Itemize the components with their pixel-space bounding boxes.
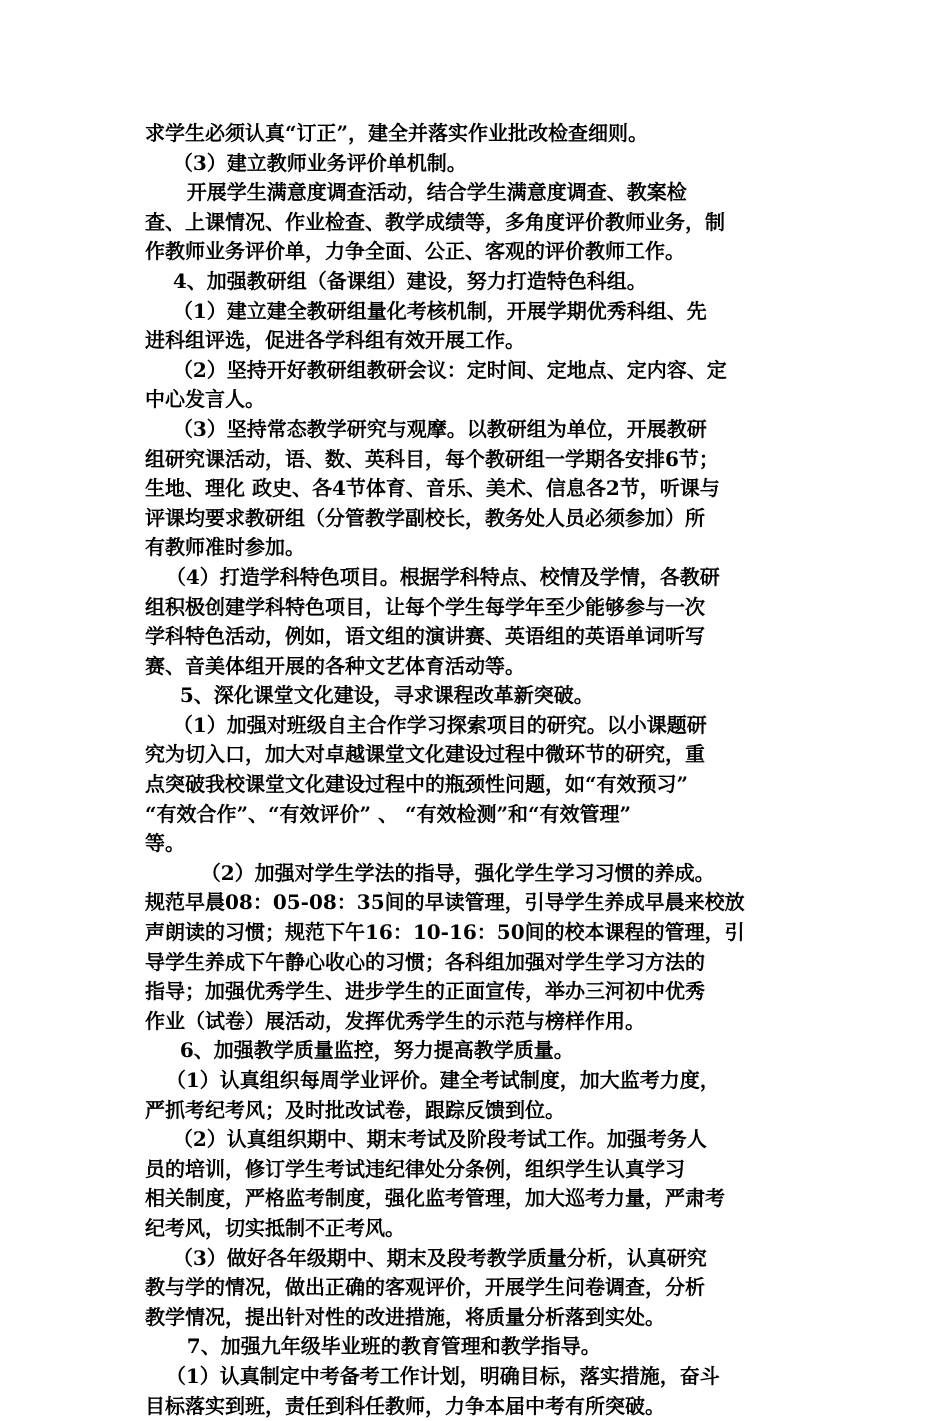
text-line: 求学生必须认真“订正”，建全并落实作业批改检查细则。 xyxy=(145,121,649,145)
text-line: （1）加强对班级自主合作学习探索项目的研究。以小课题研 xyxy=(145,712,707,737)
text-line: （3）建立教师业务评价单机制。 xyxy=(145,150,467,175)
text-line: 点突破我校课堂文化建设过程中的瓶颈性问题，如“有效预习” xyxy=(145,772,689,797)
text-line: 有教师准时参加。 xyxy=(145,535,305,560)
text-line: 组积极创建学科特色项目，让每个学生每学年至少能够参与一次 xyxy=(145,594,705,619)
text-line: （1）建立建全教研组量化考核机制，开展学期优秀科组、先 xyxy=(145,298,707,323)
section-heading: 7、加强九年级毕业班的教育管理和教学指导。 xyxy=(145,1334,601,1359)
text-line: （2）坚持开好教研组教研会议：定时间、定地点、定内容、定 xyxy=(145,357,727,382)
text-line: 严抓考纪考风；及时批改试卷，跟踪反馈到位。 xyxy=(145,1097,565,1122)
text-line: 目标落实到班，责任到科任教师，力争本届中考有所突破。 xyxy=(145,1393,665,1418)
text-line: 导学生养成下午静心收心的习惯；各科组加强对学生学习方法的 xyxy=(145,949,705,974)
text-line: 员的培训，修订学生考试违纪律处分条例，组织学生认真学习 xyxy=(145,1156,685,1181)
text-line: （2）加强对学生学法的指导，强化学生学习习惯的养成。 xyxy=(145,860,715,885)
text-line: （3）做好各年级期中、期末及段考教学质量分析，认真研究 xyxy=(145,1245,707,1270)
document-body xyxy=(145,119,810,1421)
text-line: 中心发言人。 xyxy=(145,387,265,412)
section-heading: 5、深化课堂文化建设，寻求课程改革新突破。 xyxy=(145,683,594,708)
text-line: 指导；加强优秀学生、进步学生的正面宣传，举办三河初中优秀 xyxy=(145,979,705,1004)
text-line: 学科特色活动，例如，语文组的演讲赛、英语组的英语单词听写 xyxy=(145,624,705,649)
text-line: （4）打造学科特色项目。根据学科特点、校情及学情，各教研 xyxy=(145,564,720,589)
text-line: （3）坚持常态教学研究与观摩。以教研组为单位，开展教研 xyxy=(145,416,707,441)
text-line: 开展学生满意度调查活动，结合学生满意度调查、教案检 xyxy=(145,180,687,205)
text-line: （1）认真组织每周学业评价。建全考试制度，加大监考力度， xyxy=(145,1068,720,1092)
text-line: 规范早晨08：05-08：35间的早读管理，引导学生养成早晨来校放 xyxy=(145,890,745,915)
text-line: （1）认真制定中考备考工作计划，明确目标，落实措施，奋斗 xyxy=(145,1363,720,1388)
text-line: 纪考风，切实抵制不正考风。 xyxy=(145,1215,405,1240)
text-line: 教学情况，提出针对性的改进措施，将质量分析落到实处。 xyxy=(145,1304,665,1329)
text-line: 作业（试卷）展活动，发挥优秀学生的示范与榜样作用。 xyxy=(145,1008,645,1033)
text-line: 教与学的情况，做出正确的客观评价，开展学生问卷调查，分析 xyxy=(145,1275,705,1300)
section-heading: 4、加强教研组（备课组）建设，努力打造特色科组。 xyxy=(145,268,647,293)
text-line: 究为切入口，加大对卓越课堂文化建设过程中微环节的研究，重 xyxy=(145,742,705,767)
text-line: 生地、理化 政史、各4节体育、音乐、美术、信息各2节，听课与 xyxy=(145,476,720,501)
text-line: 进科组评选，促进各学科组有效开展工作。 xyxy=(145,328,525,353)
text-line: 查、上课情况、作业检查、教学成绩等，多角度评价教师业务，制 xyxy=(145,209,725,234)
section-heading: 6、加强教学质量监控，努力提高教学质量。 xyxy=(145,1038,574,1063)
text-line: 评课均要求教研组（分管教学副校长，教务处人员必须参加）所 xyxy=(145,505,705,530)
text-line: “有效合作”、“有效评价” 、 “有效检测”和“有效管理” xyxy=(145,801,631,826)
text-line: 声朗读的习惯；规范下午16：10-16：50间的校本课程的管理，引 xyxy=(145,920,745,945)
text-line: 赛、音美体组开展的各种文艺体育活动等。 xyxy=(145,653,525,678)
text-line: 等。 xyxy=(145,831,185,856)
text-line: 组研究课活动，语、数、英科目，每个教研组一学期各安排6节； xyxy=(145,446,719,471)
text-line: 作教师业务评价单，力争全面、公正、客观的评价教师工作。 xyxy=(145,239,685,264)
text-line: （2）认真组织期中、期末考试及阶段考试工作。加强考务人 xyxy=(145,1127,707,1152)
text-line: 相关制度，严格监考制度，强化监考管理，加大巡考力量，严肃考 xyxy=(145,1186,725,1211)
